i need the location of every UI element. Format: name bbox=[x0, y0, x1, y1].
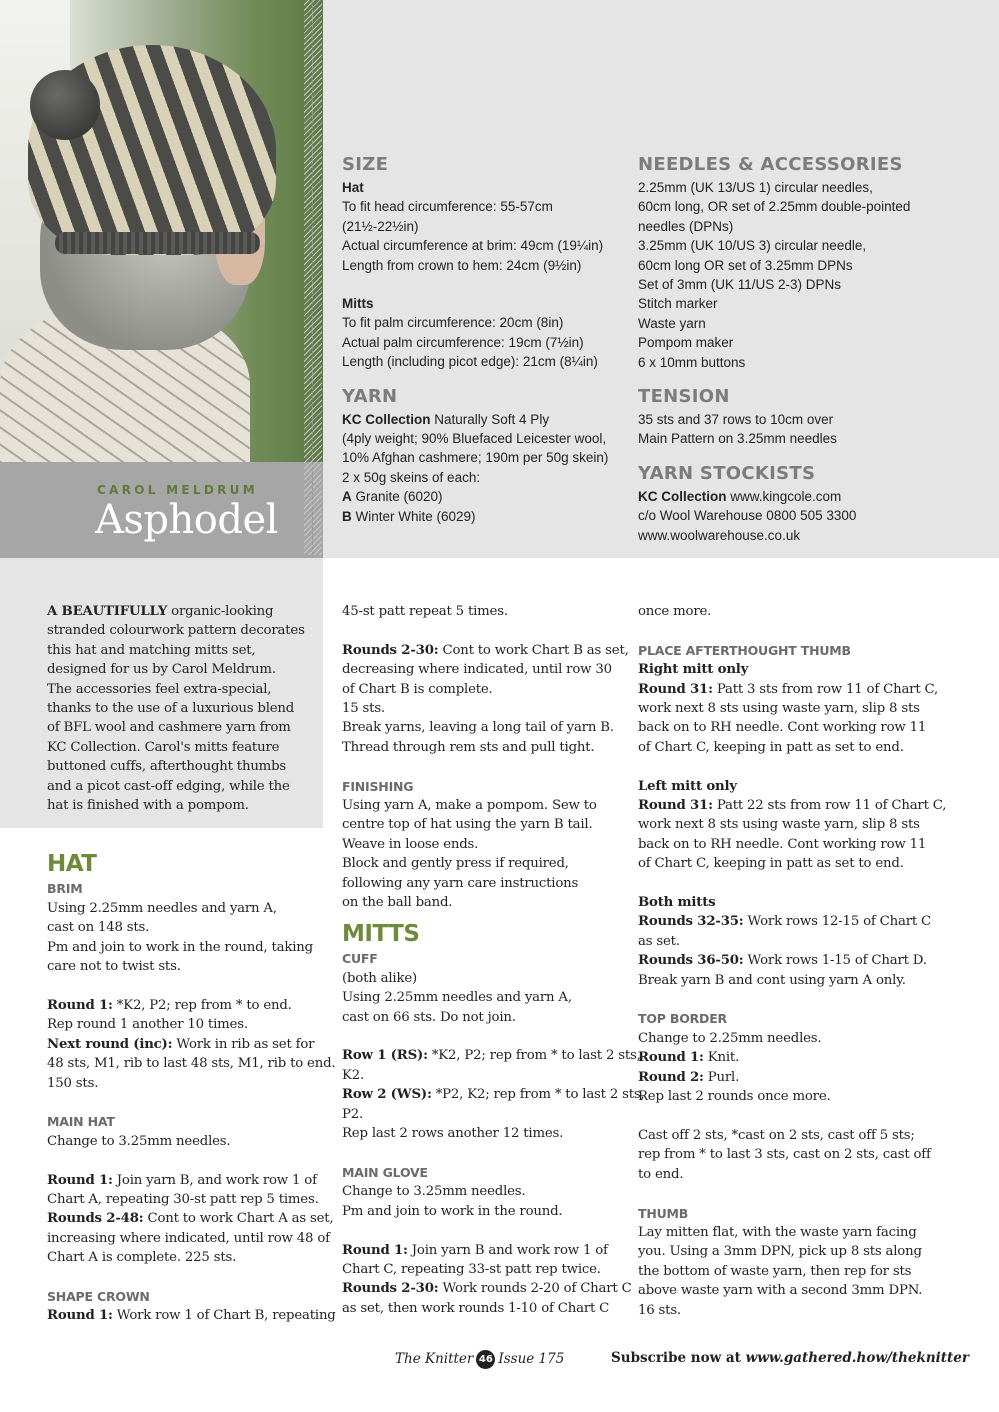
body-line: Pm and join to work in the round, taking bbox=[47, 939, 313, 955]
mitts-heading: MITTS bbox=[342, 921, 420, 948]
mitts-size-label: Mitts bbox=[342, 296, 374, 312]
intro-line: designed for us by Carol Meldrum. bbox=[47, 662, 276, 678]
body-line bbox=[47, 1171, 322, 1190]
stockists-line: c/o Wool Warehouse 0800 505 3300 bbox=[638, 508, 857, 524]
round-text: Work row 1 of Chart B, repeating bbox=[112, 1308, 336, 1324]
both-mitts-label bbox=[638, 893, 978, 912]
body-line: Change to 2.25mm needles. bbox=[638, 1030, 822, 1046]
body-line: 48 sts, M1, rib to last 48 sts, M1, rib to end. bbox=[47, 1056, 336, 1072]
round-label: Rounds 2-30: bbox=[342, 1281, 439, 1297]
size-line: To fit head circumference: 55-57cm bbox=[342, 199, 553, 215]
thumb-heading: THUMB bbox=[638, 1205, 689, 1221]
hat-size-label: Hat bbox=[342, 180, 364, 195]
body-line: on the ball band. bbox=[342, 895, 453, 911]
stitch-divider bbox=[304, 0, 322, 585]
body-line: Change to 3.25mm needles. bbox=[342, 1184, 526, 1200]
main-hat-heading: MAIN HAT bbox=[47, 1114, 115, 1130]
round-text: Join yarn B and work row 1 of bbox=[407, 1242, 608, 1258]
stockists-line bbox=[638, 487, 978, 506]
body-line: work next 8 sts using waste yarn, slip 8 sts bbox=[638, 701, 920, 717]
round-text: Work rounds 2-20 of Chart C bbox=[438, 1281, 632, 1297]
round-label: Rounds 2-48: bbox=[47, 1211, 144, 1227]
spec-column-right bbox=[638, 154, 978, 545]
round-text: Join yarn B, and work row 1 of bbox=[112, 1172, 317, 1188]
body-line: of Chart B is complete. bbox=[342, 681, 493, 697]
intro-line: of BFL wool and cashmere yarn from bbox=[47, 720, 291, 736]
body-line: Thread through rem sts and pull tight. bbox=[342, 739, 595, 755]
pattern-title: Asphodel bbox=[95, 497, 278, 543]
designer-name: CAROL MELDRUM bbox=[97, 483, 258, 497]
body-line: Change to 3.25mm needles. bbox=[47, 1133, 231, 1149]
body-line: Rep last 2 rows another 12 times. bbox=[342, 1126, 564, 1142]
intro-text bbox=[47, 602, 322, 621]
footer-folio bbox=[395, 1350, 564, 1369]
yarn-color-a bbox=[342, 487, 632, 506]
body-line: Chart A, repeating 30-st patt rep 5 times. bbox=[47, 1191, 319, 1207]
needles-line: Stitch marker bbox=[638, 296, 718, 312]
intro-lead: A BEAUTIFULLY bbox=[47, 604, 168, 619]
body-line: back on to RH needle. Cont working row 11 bbox=[638, 836, 927, 852]
round-text: Work rows 1-15 of Chart D. bbox=[743, 953, 927, 969]
round-text: Knit. bbox=[703, 1050, 740, 1066]
body-line: Break yarns, leaving a long tail of yarn B. bbox=[342, 720, 614, 736]
tension-line: Main Pattern on 3.25mm needles bbox=[638, 431, 837, 447]
round-label: Round 1: bbox=[342, 1242, 408, 1258]
yarn-brand: KC Collection bbox=[342, 411, 431, 427]
body-line: decreasing where indicated, until row 30 bbox=[342, 662, 612, 678]
intro-line: The accessories feel extra-special, bbox=[47, 681, 272, 697]
needles-line: 2.25mm (UK 13/US 1) circular needles, bbox=[638, 180, 873, 195]
body-line: 15 sts. bbox=[342, 701, 385, 717]
body-line: rep from * to last 3 sts, cast on 2 sts, cast off bbox=[638, 1147, 931, 1163]
color-key: B bbox=[342, 508, 352, 524]
shape-crown-heading: SHAPE CROWN bbox=[47, 1288, 150, 1304]
cuff-heading: CUFF bbox=[342, 951, 378, 967]
pompom bbox=[30, 70, 100, 140]
body-line bbox=[638, 680, 978, 699]
yarn-line: (4ply weight; 90% Bluefaced Leicester wool, bbox=[342, 431, 607, 447]
body-line bbox=[638, 1048, 978, 1067]
main-glove-heading: MAIN GLOVE bbox=[342, 1164, 428, 1180]
round-text: Patt 22 sts from row 11 of Chart C, bbox=[712, 798, 947, 814]
body-line: as set. bbox=[638, 933, 680, 949]
body-line bbox=[638, 912, 978, 931]
body-line bbox=[47, 996, 322, 1015]
size-line: To fit palm circumference: 20cm (8in) bbox=[342, 315, 564, 331]
body-line: P2. bbox=[342, 1106, 364, 1122]
body-line bbox=[47, 1209, 334, 1228]
size-heading: SIZE bbox=[342, 154, 389, 175]
body-line: Cast off 2 sts, *cast on 2 sts, cast off 5 sts; bbox=[638, 1127, 915, 1143]
round-label: Rounds 36-50: bbox=[638, 953, 744, 969]
color-name: Winter White (6029) bbox=[351, 508, 476, 524]
round-text: Work in rib as set for bbox=[172, 1036, 315, 1052]
spec-column-left bbox=[342, 154, 632, 526]
body-line: work next 8 sts using waste yarn, slip 8 sts bbox=[638, 817, 920, 833]
needles-line: needles (DPNs) bbox=[638, 218, 734, 234]
body-line: Chart A is complete. 225 sts. bbox=[47, 1250, 237, 1266]
round-label: Round 31: bbox=[638, 798, 713, 814]
body-line: Lay mitten flat, with the waste yarn facing bbox=[638, 1224, 917, 1240]
body-line bbox=[342, 1279, 632, 1298]
needles-line: Pompom maker bbox=[638, 335, 734, 351]
body-line bbox=[342, 1046, 641, 1065]
sub-label: Right mitt only bbox=[638, 662, 749, 678]
body-line: above waste yarn with a second 3mm DPN. bbox=[638, 1283, 923, 1299]
body-line: of Chart C, keeping in patt as set to end. bbox=[638, 739, 904, 755]
round-text: Purl. bbox=[703, 1069, 740, 1085]
body-column-3 bbox=[638, 602, 978, 1320]
tension-heading: TENSION bbox=[638, 386, 730, 408]
body-line: as set, then work rounds 1-10 of Chart C bbox=[342, 1300, 610, 1316]
place-thumb-heading: PLACE AFTERTHOUGHT THUMB bbox=[638, 642, 851, 658]
body-line bbox=[638, 796, 978, 815]
body-line: Rep round 1 another 10 times. bbox=[47, 1017, 248, 1033]
subscribe-link[interactable]: www.gathered.how/theknitter bbox=[745, 1350, 969, 1366]
stockist-url: www.kingcole.com bbox=[726, 488, 842, 504]
body-line bbox=[47, 1035, 322, 1054]
body-line: back on to RH needle. Cont working row 11 bbox=[638, 720, 927, 736]
color-name: Granite (6020) bbox=[351, 489, 443, 505]
round-label: Round 1: bbox=[638, 1050, 704, 1066]
round-label: Rounds 2-30: bbox=[342, 642, 439, 658]
intro-line: organic-looking bbox=[167, 604, 274, 619]
body-line: cast on 66 sts. Do not join. bbox=[342, 1009, 516, 1025]
needles-heading: NEEDLES & ACCESSORIES bbox=[638, 154, 903, 175]
body-line: Using 2.25mm needles and yarn A, bbox=[47, 900, 277, 916]
size-line: Length from crown to hem: 24cm (9½in) bbox=[342, 257, 582, 273]
round-text: *K2, P2; rep from * to last 2 sts, bbox=[427, 1048, 641, 1064]
body-line: (both alike) bbox=[342, 970, 417, 986]
body-line bbox=[342, 1241, 632, 1260]
body-line: Block and gently press if required, bbox=[342, 856, 569, 872]
page-number: 46 bbox=[476, 1350, 495, 1369]
round-label: Round 31: bbox=[638, 681, 713, 697]
round-label: Round 1: bbox=[47, 1308, 113, 1324]
dashed-line bbox=[312, 0, 313, 585]
footer-subscribe bbox=[611, 1350, 969, 1366]
hat-heading: HAT bbox=[47, 851, 97, 878]
body-line: 16 sts. bbox=[638, 1302, 681, 1318]
round-text: Cont to work Chart B as set, bbox=[438, 642, 629, 658]
body-line: Using yarn A, make a pompom. Sew to bbox=[342, 798, 597, 814]
yarn-heading: YARN bbox=[342, 385, 398, 407]
intro-line: buttoned cuffs, afterthought thumbs bbox=[47, 759, 287, 775]
body-line: to end. bbox=[638, 1166, 684, 1182]
round-label: Row 1 (RS): bbox=[342, 1048, 428, 1064]
intro-line: stranded colourwork pattern decorates bbox=[47, 623, 305, 639]
round-label: Round 2: bbox=[638, 1069, 704, 1085]
needles-line: 60cm long, OR set of 2.25mm double-pointed bbox=[638, 199, 911, 215]
round-label: Next round (inc): bbox=[47, 1036, 173, 1052]
needles-line: 6 x 10mm buttons bbox=[638, 354, 746, 370]
needles-line: 60cm long OR set of 3.25mm DPNs bbox=[638, 257, 853, 273]
intro-line: hat is finished with a pompom. bbox=[47, 798, 249, 814]
needles-line: Set of 3mm (UK 11/US 2-3) DPNs bbox=[638, 277, 842, 293]
body-line: 150 sts. bbox=[47, 1075, 99, 1091]
needles-line: 3.25mm (UK 10/US 3) circular needle, bbox=[638, 238, 867, 254]
body-line: K2. bbox=[342, 1067, 365, 1083]
stitch-pattern bbox=[304, 0, 322, 555]
body-line: care not to twist sts. bbox=[47, 959, 181, 975]
body-line: Rep last 2 rounds once more. bbox=[638, 1089, 831, 1105]
body-line: Weave in loose ends. bbox=[342, 836, 479, 852]
body-line bbox=[638, 1068, 978, 1087]
model-photo bbox=[0, 0, 323, 462]
intro-line: and a picot cast-off edging, while the bbox=[47, 778, 290, 794]
round-text: Work rows 12-15 of Chart C bbox=[743, 914, 932, 930]
round-label: Round 1: bbox=[47, 1172, 113, 1188]
body-line: Chart C, repeating 33-st patt rep twice. bbox=[342, 1261, 601, 1277]
stockist-brand: KC Collection bbox=[638, 488, 727, 504]
body-column-1 bbox=[47, 602, 336, 1326]
body-line bbox=[638, 951, 978, 970]
yarn-name: Naturally Soft 4 Ply bbox=[430, 411, 550, 427]
body-line: Break yarn B and cont using yarn A only. bbox=[638, 972, 906, 988]
brim-heading: BRIM bbox=[47, 881, 83, 897]
body-line: cast on 148 sts. bbox=[47, 920, 150, 936]
size-line: Actual palm circumference: 19cm (7½in) bbox=[342, 334, 584, 350]
round-text: Patt 3 sts from row 11 of Chart C, bbox=[712, 681, 939, 697]
yarn-line: 2 x 50g skeins of each: bbox=[342, 469, 481, 485]
body-line bbox=[342, 641, 632, 660]
body-line: centre top of hat using the yarn B tail. bbox=[342, 817, 593, 833]
stockists-heading: YARN STOCKISTS bbox=[638, 462, 816, 484]
round-text: *P2, K2; rep from * to last 2 sts, bbox=[431, 1087, 645, 1103]
size-line: Length (including picot edge): 21cm (8¼in) bbox=[342, 354, 598, 370]
beret-band bbox=[55, 232, 260, 254]
body-line bbox=[342, 1085, 645, 1104]
magazine-name: The Knitter bbox=[395, 1351, 474, 1367]
intro-line: KC Collection. Carol's mitts feature bbox=[47, 739, 280, 755]
body-line: following any yarn care instructions bbox=[342, 875, 579, 891]
left-mitt-label bbox=[638, 777, 978, 796]
size-line: (21½-22½in) bbox=[342, 218, 419, 234]
intro-line: thanks to the use of a luxurious blend bbox=[47, 701, 295, 717]
color-key: A bbox=[342, 489, 352, 505]
body-line: the bottom of waste yarn, then rep for sts bbox=[638, 1263, 912, 1279]
body-line: once more. bbox=[638, 604, 712, 619]
yarn-color-b bbox=[342, 507, 632, 526]
round-label: Row 2 (WS): bbox=[342, 1087, 432, 1103]
issue-number: Issue 175 bbox=[498, 1351, 565, 1367]
body-line: 45-st patt repeat 5 times. bbox=[342, 604, 508, 619]
body-line: you. Using a 3mm DPN, pick up 8 sts along bbox=[638, 1244, 922, 1260]
round-text: *K2, P2; rep from * to end. bbox=[112, 997, 292, 1013]
subscribe-text: Subscribe now at bbox=[611, 1350, 746, 1366]
top-border-heading: TOP BORDER bbox=[638, 1011, 727, 1027]
body-line: Using 2.25mm needles and yarn A, bbox=[342, 990, 572, 1006]
body-line: increasing where indicated, until row 48 of bbox=[47, 1230, 330, 1246]
sub-label: Left mitt only bbox=[638, 778, 737, 794]
intro-line: this hat and matching mitts set, bbox=[47, 642, 256, 658]
finishing-heading: FINISHING bbox=[342, 778, 414, 794]
round-label: Round 1: bbox=[47, 997, 113, 1013]
yarn-line: 10% Afghan cashmere; 190m per 50g skein) bbox=[342, 450, 609, 466]
round-text: Cont to work Chart A as set, bbox=[143, 1211, 334, 1227]
body-line: Pm and join to work in the round. bbox=[342, 1203, 563, 1219]
body-line bbox=[47, 1306, 336, 1325]
right-mitt-label bbox=[638, 660, 978, 679]
sub-label: Both mitts bbox=[638, 895, 716, 911]
yarn-line bbox=[342, 410, 632, 429]
body-line: of Chart C, keeping in patt as set to end. bbox=[638, 856, 904, 872]
stockists-url: www.woolwarehouse.co.uk bbox=[638, 527, 801, 543]
size-line: Actual circumference at brim: 49cm (19¼in) bbox=[342, 238, 604, 254]
round-label: Rounds 32-35: bbox=[638, 914, 744, 930]
body-column-2 bbox=[342, 602, 645, 1318]
tension-line: 35 sts and 37 rows to 10cm over bbox=[638, 412, 834, 428]
needles-line: Waste yarn bbox=[638, 315, 706, 331]
